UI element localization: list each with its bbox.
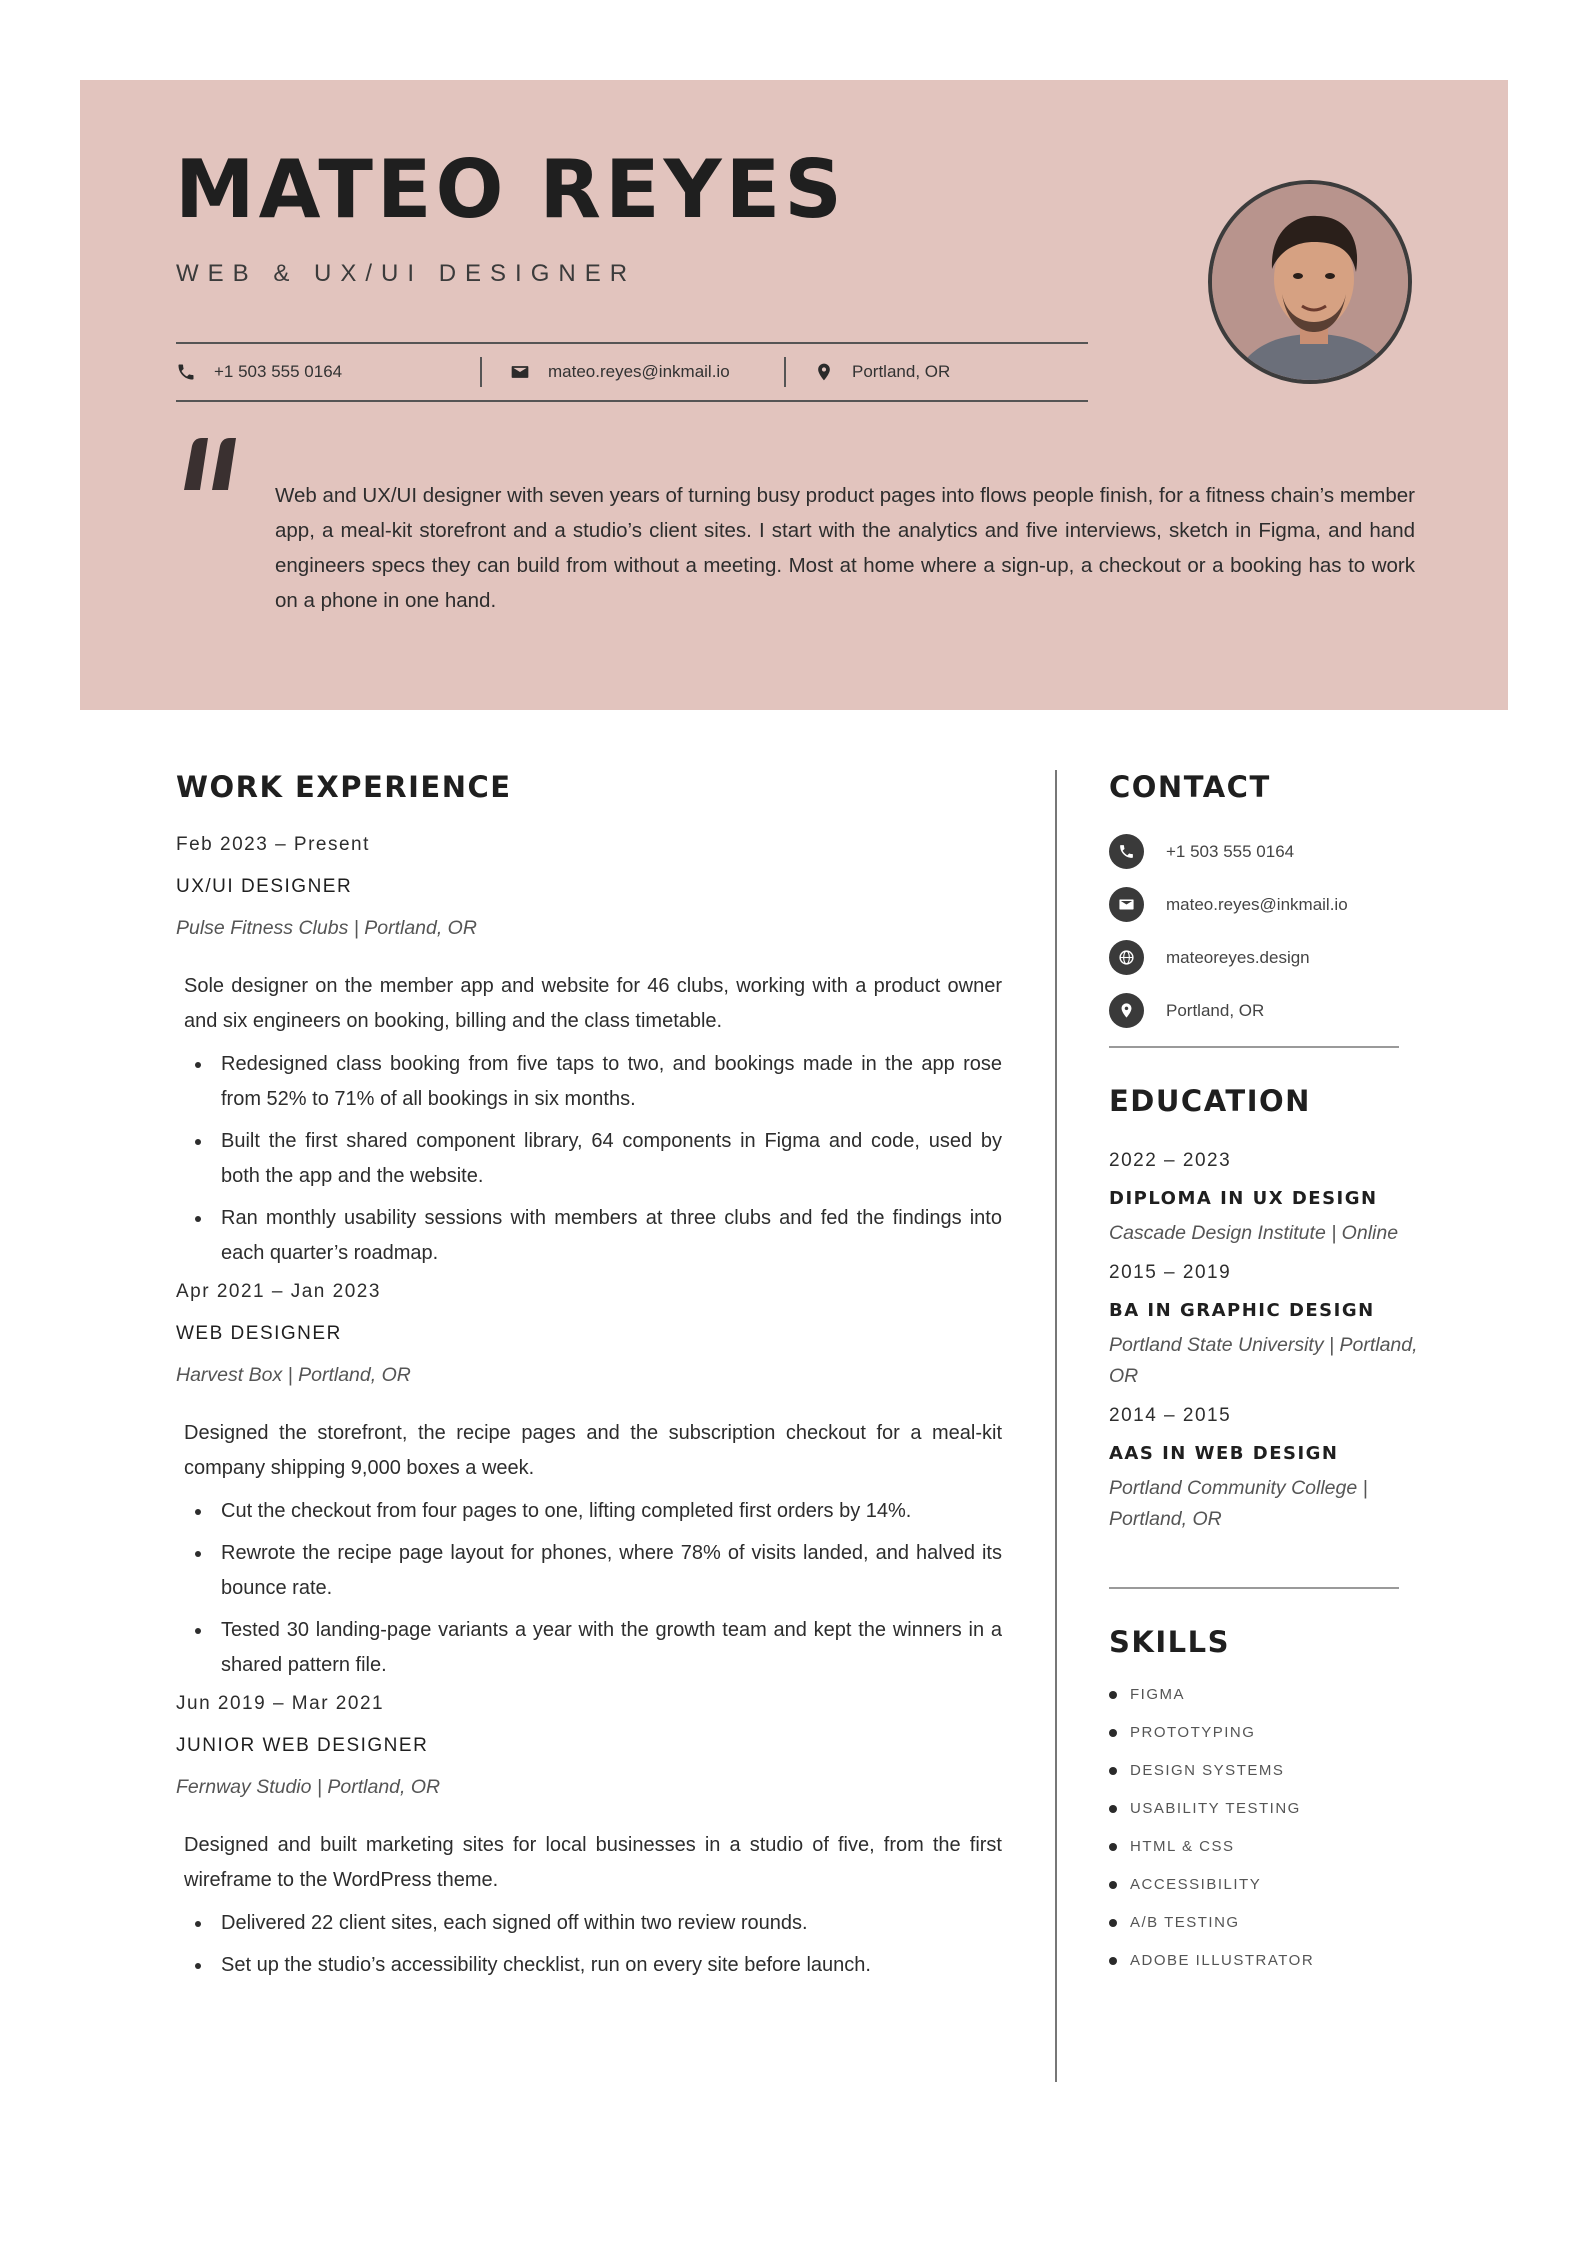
contact-email-text: mateo.reyes@inkmail.io [1166,894,1348,914]
skill-item: PROTOTYPING [1109,1723,1419,1761]
globe-icon [1109,940,1144,975]
job-company: Fernway Studio | Portland, OR [176,1776,441,1798]
contact-list [1109,834,1419,1028]
job-bullets [184,1494,1002,1683]
resume-header [80,80,1508,710]
education-school: Portland State University | Portland, OR [1109,1334,1418,1387]
contact-location-text: Portland, OR [1166,1000,1265,1020]
header-contact-bar [176,342,1088,402]
job-company: Pulse Fitness Clubs | Portland, OR [176,917,477,939]
education-entry [1109,1405,1419,1535]
education-entry [1109,1150,1419,1249]
mail-icon [1109,887,1144,922]
work-experience-section [176,770,1002,1990]
skill-item: USABILITY TESTING [1109,1799,1419,1837]
job-role: UX/UI DESIGNER [176,876,353,897]
job-description: Sole designer on the member app and website for 46 clubs, working with a product owner and six engineers on booking, billing and the class timetable. [184,975,1002,1032]
education-school: Portland Community College | Portland, OR [1109,1477,1368,1530]
header-location [784,357,1088,387]
job-bullet: Delivered 22 client sites, each signed off within two review rounds. [184,1906,1002,1941]
education-degree: DIPLOMA IN UX DESIGN [1109,1188,1378,1209]
job-bullet: Ran monthly usability sessions with members at three clubs and fed the findings into each quarter’s roadmap. [184,1201,1002,1271]
skill-item: ADOBE ILLUSTRATOR [1109,1951,1419,1989]
job-entry [176,834,1002,1271]
job-bullet: Redesigned class booking from five taps to two, and bookings made in the app rose from 52% to 71% of all bookings in six months. [184,1047,1002,1117]
job-bullet: Built the first shared component library, 64 components in Figma and code, used by both the app and the website. [184,1124,1002,1194]
job-role: WEB DESIGNER [176,1323,342,1344]
skill-item: FIGMA [1109,1685,1419,1723]
job-bullets [184,1047,1002,1271]
header-phone [176,357,480,387]
candidate-title: WEB & UX/UI DESIGNER [176,260,637,287]
education-title: EDUCATION [1109,1084,1311,1118]
job-date: Apr 2021 – Jan 2023 [176,1281,381,1302]
mail-icon [510,362,530,382]
job-bullet: Set up the studio’s accessibility checklist, run on every site before launch. [184,1948,1002,1983]
job-entry [176,1281,1002,1683]
education-date: 2015 – 2019 [1109,1262,1232,1283]
skill-item: ACCESSIBILITY [1109,1875,1419,1913]
job-company: Harvest Box | Portland, OR [176,1364,411,1386]
profile-photo [1208,180,1412,384]
job-date: Feb 2023 – Present [176,834,370,855]
sidebar [1109,770,1419,1989]
education-date: 2022 – 2023 [1109,1150,1232,1171]
candidate-name: MATEO REYES [175,143,846,236]
contact-website-text: mateoreyes.design [1166,947,1310,967]
profile-summary: Web and UX/UI designer with seven years of turning busy product pages into flows people finish, for a fitness chain’s member app, a meal-kit storefront and a studio’s client sites. I start with the analytics and five interviews, sketch in Figma, and hand engineers specs they can build from without a meeting. Most at home where a sign-up, a checkout or a booking has to work on a phone in one hand. [275,484,1415,612]
phone-icon [176,362,196,382]
job-bullet: Tested 30 landing-page variants a year with the growth team and kept the winners in a shared pattern file. [184,1613,1002,1683]
education-degree: BA IN GRAPHIC DESIGN [1109,1300,1375,1321]
quote-icon [180,436,240,490]
header-location-text: Portland, OR [852,362,951,381]
contact-phone-text: +1 503 555 0164 [1166,841,1295,861]
header-phone-text: +1 503 555 0164 [214,362,343,381]
column-divider [1055,770,1057,2082]
location-icon [1109,993,1144,1028]
skills-list [1109,1685,1419,1989]
contact-website [1109,940,1419,975]
sidebar-divider [1109,1046,1399,1048]
job-entry [176,1693,1002,1983]
job-bullet: Cut the checkout from four pages to one, lifting completed first orders by 14%. [184,1494,1002,1529]
education-school: Cascade Design Institute | Online [1109,1222,1399,1244]
avatar-illustration [1212,184,1412,384]
phone-icon [1109,834,1144,869]
contact-location [1109,993,1419,1028]
sidebar-divider [1109,1587,1399,1589]
contact-phone [1109,834,1419,869]
skills-title: SKILLS [1109,1625,1230,1659]
job-bullet: Rewrote the recipe page layout for phones, where 78% of visits landed, and halved its bounce rate. [184,1536,1002,1606]
job-role: JUNIOR WEB DESIGNER [176,1735,429,1756]
skill-item: A/B TESTING [1109,1913,1419,1951]
location-icon [814,362,834,382]
contact-title: CONTACT [1109,770,1271,804]
header-email-text: mateo.reyes@inkmail.io [548,362,730,381]
job-description: Designed and built marketing sites for local businesses in a studio of five, from the first wireframe to the WordPress theme. [184,1834,1002,1891]
job-description: Designed the storefront, the recipe pages and the subscription checkout for a meal-kit company shipping 9,000 boxes a week. [184,1422,1002,1479]
header-email [480,357,784,387]
education-degree: AAS IN WEB DESIGN [1109,1443,1339,1464]
job-bullets [184,1906,1002,1983]
skill-item: HTML & CSS [1109,1837,1419,1875]
education-entry [1109,1262,1419,1392]
contact-email [1109,887,1419,922]
job-date: Jun 2019 – Mar 2021 [176,1693,385,1714]
education-date: 2014 – 2015 [1109,1405,1232,1426]
work-experience-title: WORK EXPERIENCE [176,770,512,804]
skill-item: DESIGN SYSTEMS [1109,1761,1419,1799]
